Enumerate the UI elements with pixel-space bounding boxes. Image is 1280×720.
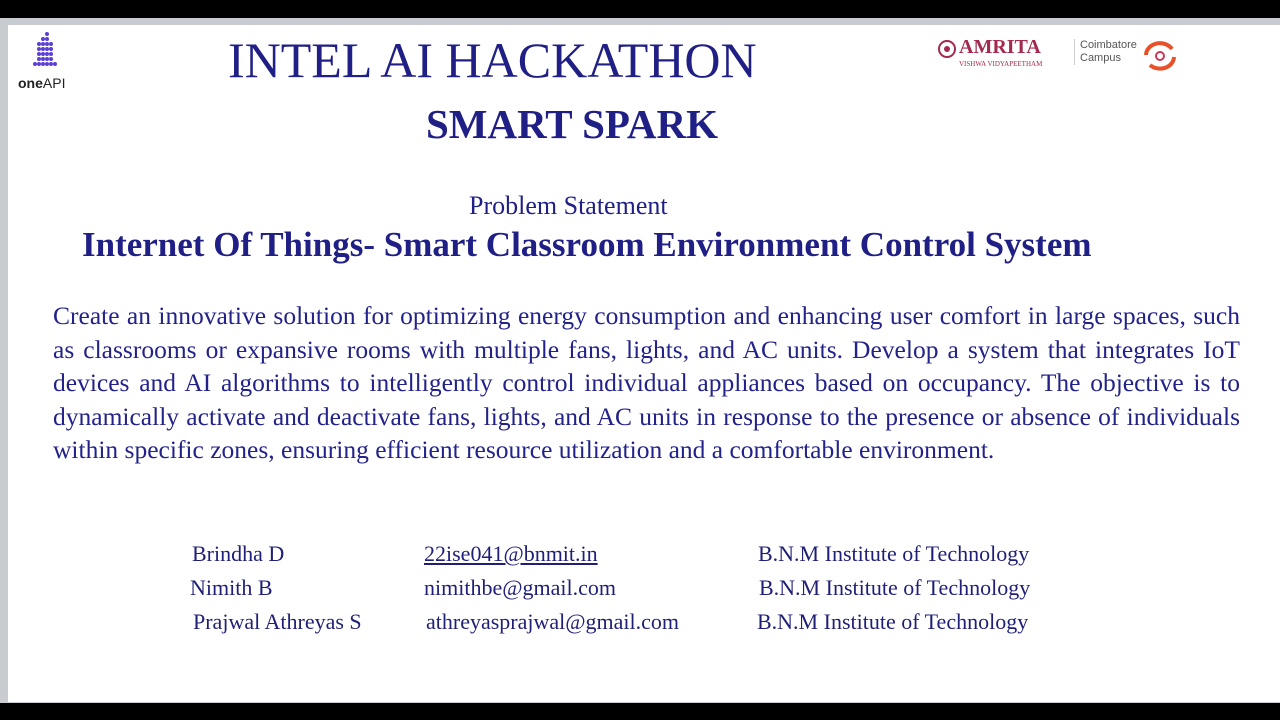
problem-statement-label: Problem Statement [469, 191, 668, 220]
campus-label [1074, 39, 1137, 65]
event-title: INTEL AI HACKATHON [228, 32, 757, 88]
campus-line1: Coimbatore [1080, 39, 1137, 51]
oneapi-logo-text: oneAPI [18, 75, 66, 91]
member-name: Prajwal Athreyas S [193, 609, 362, 634]
amrita-logo-text: AMRITA [959, 36, 1041, 58]
member-email-link[interactable]: 22ise041@bnmit.in [424, 541, 598, 566]
member-institute: B.N.M Institute of Technology [757, 609, 1029, 634]
member-email: athreyasprajwal@gmail.com [426, 609, 679, 634]
problem-description: Create an innovative solution for optimizing energy consumption and enhancing user comfort in large spaces, such as classrooms or expansive rooms with multiple fans, lights, and AC units. Develop a system that integrates IoT devices and AI algorithms to intelligently control individual appliances based on occupancy. The objective is to dynamically activate and deactivate fans, lights, and AC units in response to the presence or absence of individuals within specific zones, ensuring efficient resource utilization and a comfortable environment. [53, 301, 1240, 465]
oneapi-logo-icon [30, 31, 60, 76]
member-email: nimithbe@gmail.com [424, 575, 616, 600]
member-institute: B.N.M Institute of Technology [759, 575, 1031, 600]
spiral-logo-icon [1142, 41, 1178, 76]
team-name: SMART SPARK [426, 101, 719, 147]
slide [8, 25, 1280, 702]
member-name: Nimith B [190, 575, 273, 600]
amrita-emblem-icon [938, 39, 956, 64]
problem-title: Internet Of Things- Smart Classroom Environment Control System [82, 225, 1092, 264]
member-name: Brindha D [192, 541, 285, 566]
member-institute: B.N.M Institute of Technology [758, 541, 1030, 566]
campus-line2: Campus [1080, 52, 1121, 64]
amrita-tagline: VISHWA VIDYAPEETHAM [959, 60, 1043, 68]
